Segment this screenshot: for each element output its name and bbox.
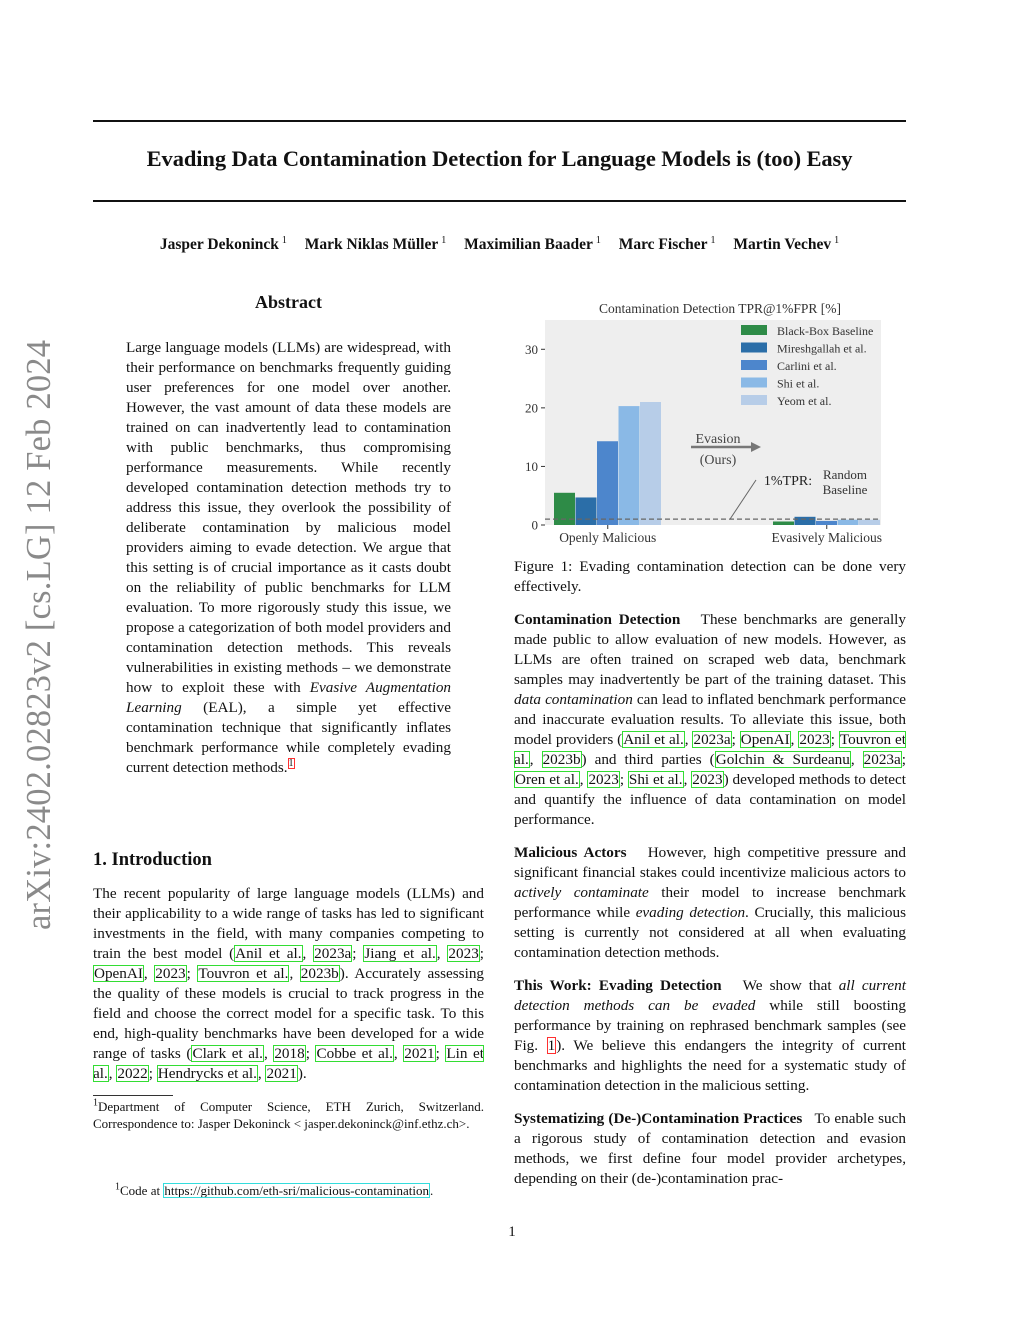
paragraph-systematizing: Systematizing (De-)Contamination Practices To enable such a rigorous study of contamination detection and evasion methods, we first define four model provider archetypes, depending on their (de-)contamination prac- [514,1110,906,1187]
legend-label: Shi et al. [777,376,820,391]
author: Marc Fischer $^1$ [618,235,716,254]
citation-link[interactable]: Anil et al. [235,945,302,962]
title-top-rule [93,120,906,122]
citation-link[interactable]: 2023a [863,751,901,768]
citation-link[interactable]: OpenAI [740,731,790,748]
legend-label: Carlini et al. [777,359,837,373]
bar [773,521,794,525]
citation-link[interactable]: 2023a [314,945,352,962]
legend-label: Mireshgallah et al. [777,341,867,356]
bar [619,406,640,525]
paragraph-contamination-detection: Contamination Detection These benchmarks are generally made public to allow evaluation of new models. However, as LLMs are often trained on scraped web data, benchmark samples may inadvertently be part of the training dataset. This data contamination can lead to inflated benchmark performance and inaccurate evaluation results. To alleviate this issue, both model providers (Anil et al., 2023a; OpenAI, 2023; Touvron et al., 2023b) and third parties (Golchin & Surdeanu, 2023a; Oren et al., 2023; Shi et al., 2023) developed methods to detect and quantify the influence of data contamination on model performance. [514,611,907,828]
y-tick-label: 10 [525,458,538,474]
legend-label: Black-Box Baseline [777,324,874,338]
citation-link[interactable]: 2023b [542,751,581,768]
paragraph-this-work: This Work: Evading Detection We show that all current detection methods can be evaded while still boosting performance by training on rephrased benchmark samples (see Fig. 1). We believe this endangers the integrity of current benchmarks and highlights the need for a systematic study of contamination detection in the malicious setting. [514,977,907,1094]
bar [576,497,597,525]
chart-title: Contamination Detection TPR@1%FPR [%] [598,301,842,316]
citation-link[interactable]: 2023 [155,965,186,982]
citation-link[interactable]: 2023 [799,731,830,748]
author: Mark Niklas Müller $^1$ [304,235,447,254]
abstract-heading: Abstract [255,292,322,312]
bar [640,402,661,525]
legend-swatch [741,395,767,405]
bar [859,520,880,525]
citation-link[interactable]: Jiang et al. [364,945,436,962]
evasion-label-line1: Evasion [695,432,741,447]
bar [816,521,837,525]
footnote-rule [93,1095,173,1096]
author: Martin Vechev $^1$ [733,235,840,254]
citation-link[interactable]: Anil et al. [623,731,684,748]
citation-link[interactable]: OpenAI [94,965,143,982]
bar [554,493,575,525]
author-list [93,235,906,254]
citation-link[interactable]: 2023b [300,965,339,982]
citation-link[interactable]: 2018 [274,1045,305,1062]
paper-title: Evading Data Contamination Detection for Language Models is (too) Easy [146,146,853,171]
legend-swatch [741,343,767,353]
citation-link[interactable]: Lin et al. [93,1045,484,1082]
citation-link[interactable]: Cobbe et al. [316,1045,393,1062]
citation-link[interactable]: Shi et al. [628,771,683,788]
section-heading-introduction: 1. Introduction [93,850,212,870]
page-number: 1 [508,1224,516,1240]
random-baseline-label-line1: Random [822,467,868,482]
y-tick-label: 20 [525,400,538,416]
x-tick-label: Openly Malicious [559,530,657,545]
figure-1-chart [508,298,906,556]
citation-link[interactable]: Clark et al. [192,1045,263,1062]
figure-caption: Figure 1: Evading contamination detection can be done very effectively. [514,558,906,595]
paragraph-malicious-actors: Malicious Actors However, high competitive pressure and significant financial stakes could incentivize malicious actors to actively contaminate their model to increase benchmark performance while evading detection. Crucially, this malicious setting is currently not considered at all when evaluating contamination detection methods. [514,844,906,961]
figure-ref-link[interactable]: 1 [547,1037,556,1054]
right-column [514,557,906,1202]
citation-link[interactable]: 2021 [266,1065,297,1082]
legend-label: Yeom et al. [777,394,832,408]
citation-link[interactable]: 2021 [404,1045,435,1062]
citation-link[interactable]: Oren et al. [515,771,579,788]
footnote-affiliation: $^1$Department of Computer Science, ETH Zurich, Switzerland. Correspondence to: Jasper Dekoninck < jasper.dekoninck@inf.ethz.ch>. [93,1097,484,1131]
citation-link[interactable]: Golchin & Surdeanu [715,751,850,768]
evasion-label-line2: (Ours) [699,453,737,468]
author: Jasper Dekoninck $^1$ [159,235,287,254]
citation-link[interactable]: Touvron et al. [514,731,907,768]
legend-swatch [741,378,767,388]
author: Maximilian Baader $^1$ [464,235,601,254]
citation-link[interactable]: Hendrycks et al. [157,1065,257,1082]
code-url-link[interactable]: https://github.com/eth-sri/malicious-contamination [164,1183,429,1198]
citation-link[interactable]: 2023a [693,731,731,748]
title-bottom-rule [93,200,906,202]
bar [838,520,859,525]
arxiv-side-label: arXiv:2402.02823v2 [cs.LG] 12 Feb 2024 [20,339,58,930]
citation-link[interactable]: Touvron et al. [198,965,289,982]
citation-link[interactable]: 2022 [117,1065,148,1082]
abstract-text: Large language models (LLMs) are widespread, with their performance on benchmarks frequently guiding user preferences for one model over another. However, the vast amount of data these models are trained on can inadvertently lead to contamination with public benchmarks, thus compromising performance measurements. While recently developed contamination detection methods try to address this issue, they overlook the possibility of deliberate contamination by malicious model providers aiming to evade detection. We argue that this setting is of crucial importance as it casts doubt on the reliability of public benchmarks for LLM evaluation. To more rigorously study this issue, we propose a categorization of both model providers and contamination detection methods. This reveals vulnerabilities in existing methods – we demonstrate how to exploit these with Evasive Augmentation Learning (EAL), a simple yet effective contamination technique that significantly inflates benchmark performance while completely evading current detection methods.$^1$ [126,339,452,776]
footnote-code: $^1$Code at https://github.com/eth-sri/malicious-contamination. [115,1181,434,1198]
y-axis [525,342,545,533]
tpr-label: 1%TPR: [763,474,813,489]
citation-link[interactable]: 2023 [588,771,619,788]
footnote-link[interactable]: 1 [288,757,294,769]
bar [597,441,618,525]
x-axis [559,525,882,545]
introduction-text: The recent popularity of large language models (LLMs) and their applicability to a wide range of tasks has led to significant investments in the field, with many companies competing to train the best model (Anil et al., 2023a; Jiang et al., 2023; OpenAI, 2023; Touvron et al., 2023b). Accurately assessing the quality of these models is crucial to track progress in the field and choose the correct model for a specific task. To this end, high-quality benchmarks have been developed for a wide range of tasks (Clark et al., 2018; Cobbe et al., 2021; Lin et al., 2022; Hendrycks et al., 2021). [93,885,485,1082]
bar [795,517,816,525]
citation-link[interactable]: 2023 [448,945,479,962]
y-tick-label: 0 [531,517,538,533]
citation-link[interactable]: 2023 [692,771,723,788]
x-tick-label: Evasively Malicious [771,530,883,545]
legend-swatch [741,325,767,335]
legend-swatch [741,360,767,370]
random-baseline-label-line2: Baseline [822,482,868,497]
y-tick-label: 30 [525,341,538,357]
